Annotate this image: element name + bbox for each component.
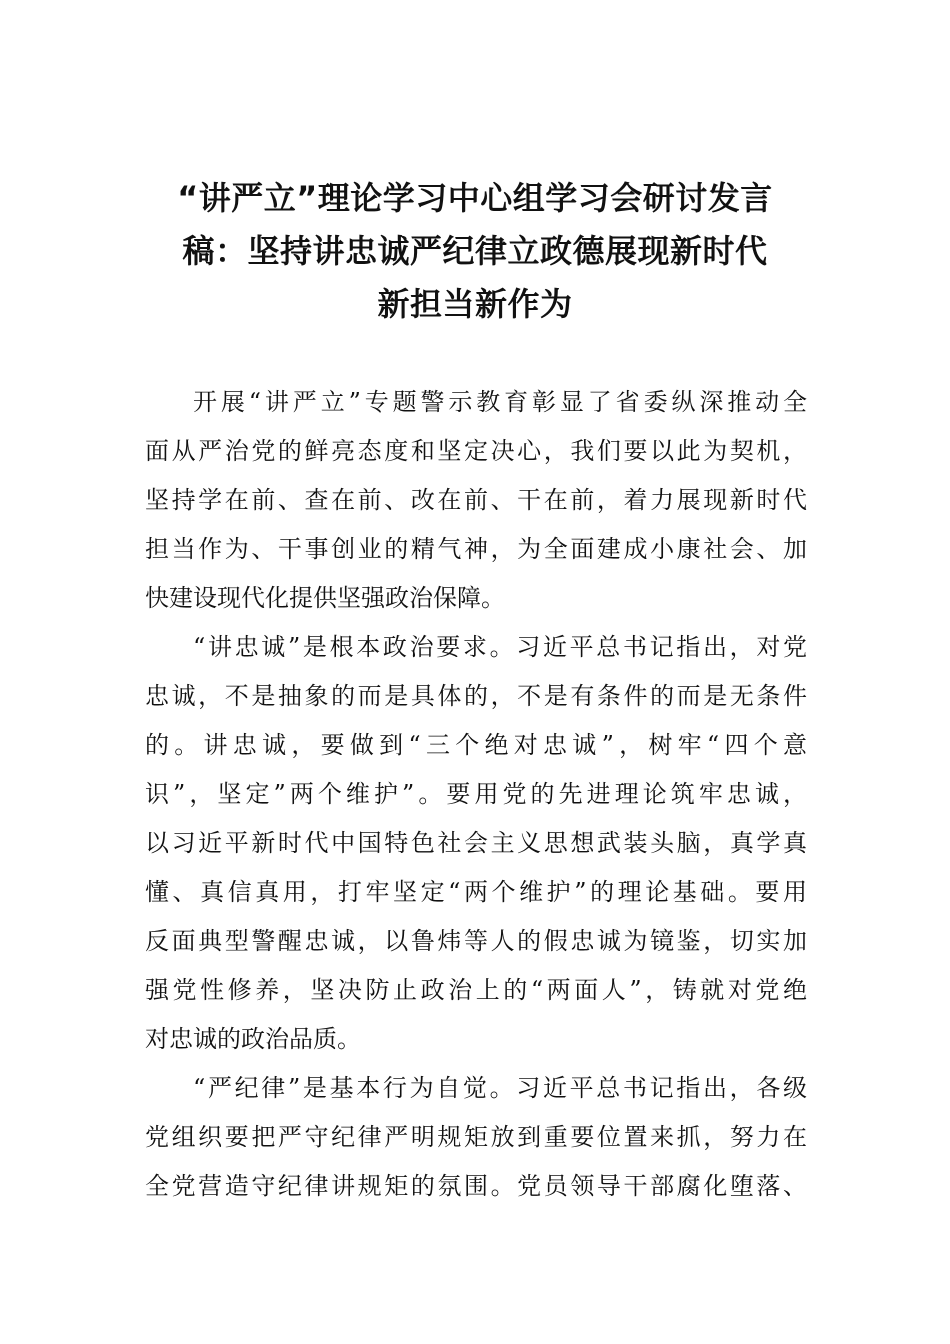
text-line: 担当作为、干事创业的精气神，为全面建成小康社会、加 <box>145 535 807 563</box>
text-line: 懂、真信真用，打牢坚定“两个维护”的理论基础。要用 <box>145 878 807 906</box>
text-line: “讲忠诚”是根本政治要求。习近平总书记指出，对党 <box>193 633 807 661</box>
document-body <box>145 378 807 1211</box>
text-line: 坚持学在前、查在前、改在前、干在前，着力展现新时代 <box>145 486 807 514</box>
text-line: 以习近平新时代中国特色社会主义思想武装头脑，真学真 <box>145 829 807 857</box>
text-line: 快建设现代化提供坚强政治保障。 <box>145 584 505 612</box>
text-line: 的。讲忠诚，要做到“三个绝对忠诚”，树牢“四个意 <box>145 731 807 759</box>
text-line: 忠诚，不是抽象的而是具体的，不是有条件的而是无条件 <box>145 682 807 710</box>
text-line: 识”，坚定”两个维护”。要用党的先进理论筑牢忠诚， <box>145 780 807 808</box>
text-line: 强党性修养，坚决防止政治上的“两面人”，铸就对党绝 <box>145 976 807 1004</box>
title-line: “讲严立”理论学习中心组学习会研讨发言 <box>177 179 773 217</box>
paragraph-intro <box>145 378 807 623</box>
paragraph-discipline <box>145 1064 807 1211</box>
text-line: 党组织要把严守纪律严明规矩放到重要位置来抓，努力在 <box>145 1123 807 1151</box>
text-line: 对忠诚的政治品质。 <box>145 1025 361 1053</box>
paragraph-loyalty <box>145 623 807 1064</box>
text-line: 开展“讲严立”专题警示教育彰显了省委纵深推动全 <box>193 388 807 416</box>
title-line: 稿：坚持讲忠诚严纪律立政德展现新时代 <box>182 232 768 270</box>
text-line: “严纪律”是基本行为自觉。习近平总书记指出，各级 <box>193 1074 807 1102</box>
title-line: 新担当新作为 <box>377 285 573 323</box>
text-line: 面从严治党的鲜亮态度和坚定决心，我们要以此为契机， <box>145 437 807 465</box>
text-line: 全党营造守纪律讲规矩的氛围。党员领导干部腐化堕落、 <box>145 1172 807 1200</box>
document-title <box>140 172 810 331</box>
text-line: 反面典型警醒忠诚，以鲁炜等人的假忠诚为镜鉴，切实加 <box>145 927 807 955</box>
